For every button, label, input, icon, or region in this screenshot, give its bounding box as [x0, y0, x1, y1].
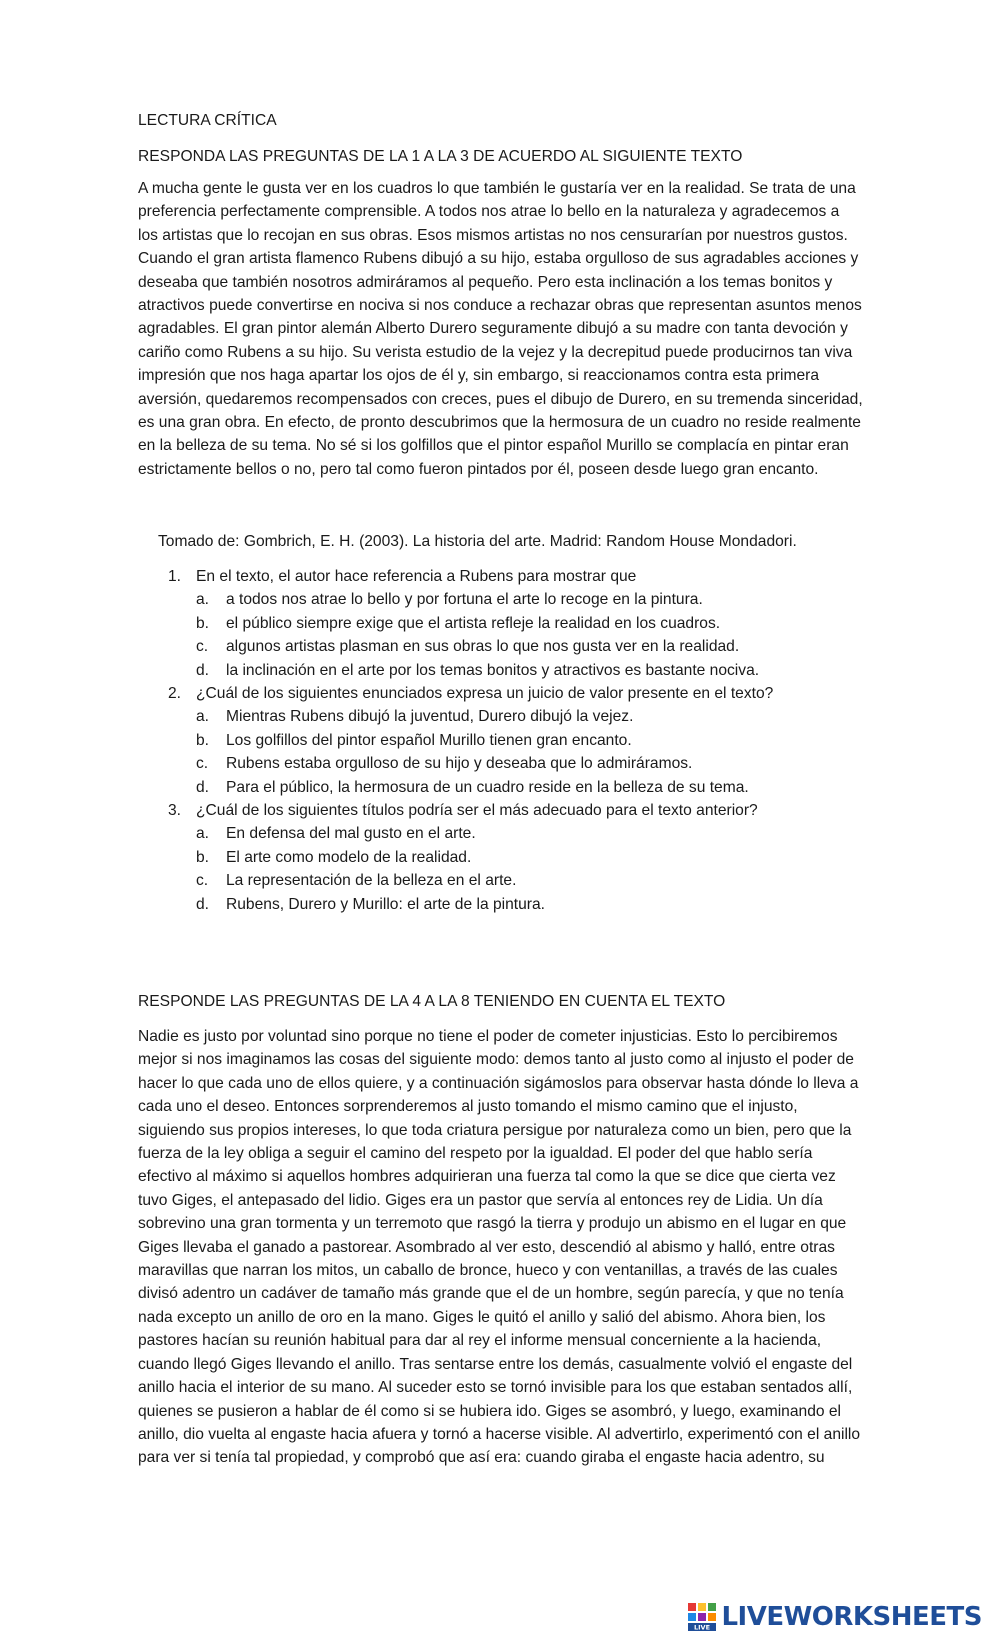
- option-text: En defensa del mal gusto en el arte.: [226, 825, 476, 843]
- logo-mark-text: LIVE: [694, 1623, 711, 1632]
- option-text: La representación de la belleza en el arte.: [226, 872, 517, 890]
- source-citation: Tomado de: Gombrich, E. H. (2003). La historia del arte. Madrid: Random House Mondadori.: [158, 533, 797, 550]
- question-number: 2.: [168, 685, 182, 703]
- option-letter: b.: [196, 614, 210, 632]
- option-letter: c.: [196, 872, 209, 890]
- option-letter: d.: [196, 895, 210, 913]
- question-2: [138, 682, 863, 799]
- option-letter: b.: [196, 848, 210, 866]
- option-letter: a.: [196, 825, 210, 843]
- option-d[interactable]: [196, 893, 863, 916]
- option-list: [196, 588, 863, 682]
- reading-text-2: Nadie es justo por voluntad sino porque no tiene el poder de cometer injusticias. Esto lo percibiremos mejor si nos imaginamos las cosas del siguiente modo: demos tanto al justo como al injusto el poder de hacer lo que cada uno de ellos quiere, y a continuación sigámoslos para observar hasta dónde lo lleva a cada uno el deseo. Entonces sorprenderemos al justo tomando el mismo camino que el injusto, siguiendo sus propios intereses, lo que toda criatura persigue por naturaleza como un bien, pero que la fuerza de la ley obliga a seguir el camino del respeto por la igualdad. El poder del que hablo sería efectivo al máximo si aquellos hombres adquirieran una fuerza tal como la que se dice que cierta vez tuvo Giges, el antepasado del lidio. Giges era un pastor que servía al entonces rey de Lidia. Un día sobrevino una gran tormenta y un terremoto que rasgó la tierra y produjo un abismo en el lugar en que Giges llevaba el ganado a pastorear. Asombrado al ver esto, descendió al abismo y halló, entre otras maravillas que narran los mitos, un caballo de bronce, hueco y con ventanillas, a través de las cuales divisó adentro un cadáver de tamaño más grande que el de un hombre, según parecía, y que no tenía nada excepto un anillo de oro en la mano. Giges le quitó el anillo y salió del abismo. Ahora bien, los pastores hacían su reunión habitual para dar al rey el informe mensual concerniente a la hacienda, cuando llegó Giges llevando el anillo. Tras sentarse entre los demás, casualmente volvió el engaste del anillo hacia el interior de su mano. Al suceder esto se tornó invisible para los que estaban sentados allí, quienes se pusieron a hablar de él como si se hubiera ido. Giges se asombró, y luego, examinando el anillo, dio vuelta al engaste hacia afuera y tornó a hacerse visible. Al advertirlo, experimentó con el anillo para ver si tenía tal propiedad, y comprobó que así era: cuando giraba el engaste hacia adentro, su: [138, 1028, 861, 1467]
- option-letter: c.: [196, 638, 209, 656]
- option-text: algunos artistas plasman en sus obras lo que nos gusta ver en la realidad.: [226, 638, 740, 656]
- option-letter: a.: [196, 591, 210, 609]
- page-title: LECTURA CRÍTICA: [138, 112, 277, 129]
- option-b[interactable]: [196, 729, 863, 752]
- option-d[interactable]: [196, 776, 863, 799]
- option-letter: a.: [196, 708, 210, 726]
- logo-text: LIVEWORKSHEETS: [721, 1602, 982, 1632]
- option-d[interactable]: [196, 659, 863, 682]
- option-letter: c.: [196, 755, 209, 773]
- option-b[interactable]: [196, 846, 863, 869]
- option-a[interactable]: [196, 705, 863, 728]
- question-1: [138, 565, 863, 682]
- option-text: a todos nos atrae lo bello y por fortuna el arte lo recoge en la pintura.: [226, 591, 703, 609]
- liveworksheets-logo: [687, 1599, 982, 1635]
- option-text: Rubens, Durero y Murillo: el arte de la pintura.: [226, 895, 545, 913]
- option-text: el público siempre exige que el artista refleje la realidad en los cuadros.: [226, 614, 721, 632]
- option-c[interactable]: [196, 635, 863, 658]
- option-list: [196, 822, 863, 916]
- option-text: la inclinación en el arte por los temas bonitos y atractivos es bastante nociva.: [226, 661, 760, 679]
- question-list: [138, 565, 863, 916]
- option-text: El arte como modelo de la realidad.: [226, 848, 472, 866]
- option-c[interactable]: [196, 869, 863, 892]
- option-text: Mientras Rubens dibujó la juventud, Durero dibujó la vejez.: [226, 708, 634, 726]
- section-1-heading: RESPONDA LAS PREGUNTAS DE LA 1 A LA 3 DE ACUERDO AL SIGUIENTE TEXTO: [138, 148, 743, 165]
- option-letter: d.: [196, 661, 210, 679]
- section-2-heading: RESPONDE LAS PREGUNTAS DE LA 4 A LA 8 TENIENDO EN CUENTA EL TEXTO: [138, 993, 726, 1010]
- option-letter: b.: [196, 731, 210, 749]
- question-text: ¿Cuál de los siguientes títulos podría ser el más adecuado para el texto anterior?: [196, 802, 758, 820]
- question-text: ¿Cuál de los siguientes enunciados expresa un juicio de valor presente en el texto?: [196, 685, 774, 703]
- option-letter: d.: [196, 778, 210, 796]
- option-text: Rubens estaba orgulloso de su hijo y deseaba que lo admiráramos.: [226, 755, 693, 773]
- question-number: 3.: [168, 802, 182, 820]
- reading-text-1: A mucha gente le gusta ver en los cuadros lo que también le gustaría ver en la realidad. Se trata de una preferencia perfectamente comprensible. A todos nos atrae lo bello en la naturaleza y agradecemos a los artistas que lo recojan en sus obras. Esos mismos artistas no nos censurarían por nuestros gustos. Cuando el gran artista flamenco Rubens dibujó a su hijo, estaba orgulloso de sus agradables acciones y deseaba que también nosotros admiráramos al pequeño. Pero esta inclinación a los temas bonitos y atractivos puede convertirse en nociva si nos conduce a rechazar obras que representan asuntos menos agradables. El gran pintor alemán Alberto Durero seguramente dibujó a su madre con tanta devoción y cariño como Rubens a su hijo. Su verista estudio de la vejez y la decrepitud puede producirnos tan viva impresión que nos haga apartar los ojos de él y, sin embargo, si reaccionamos contra esta primera aversión, quedaremos recompensados con creces, pues el dibujo de Durero, en su tremenda sinceridad, es una gran obra. En efecto, de pronto descubrimos que la hermosura de un cuadro no reside realmente en la belleza de su tema. No sé si los golfillos que el pintor español Murillo se complacía en pintar eran estrictamente bellos o no, pero tal como fueron pintados por él, poseen desde luego gran encanto.: [138, 180, 863, 478]
- option-list: [196, 705, 863, 799]
- option-b[interactable]: [196, 612, 863, 635]
- option-a[interactable]: [196, 822, 863, 845]
- question-number: 1.: [168, 568, 182, 585]
- question-text: En el texto, el autor hace referencia a Rubens para mostrar que: [196, 568, 637, 585]
- option-c[interactable]: [196, 752, 863, 775]
- option-a[interactable]: [196, 588, 863, 611]
- question-3: [138, 799, 863, 916]
- logo-mark-icon: [687, 1602, 717, 1632]
- option-text: Para el público, la hermosura de un cuadro reside en la belleza de su tema.: [226, 778, 749, 796]
- option-text: Los golfillos del pintor español Murillo tienen gran encanto.: [226, 731, 632, 749]
